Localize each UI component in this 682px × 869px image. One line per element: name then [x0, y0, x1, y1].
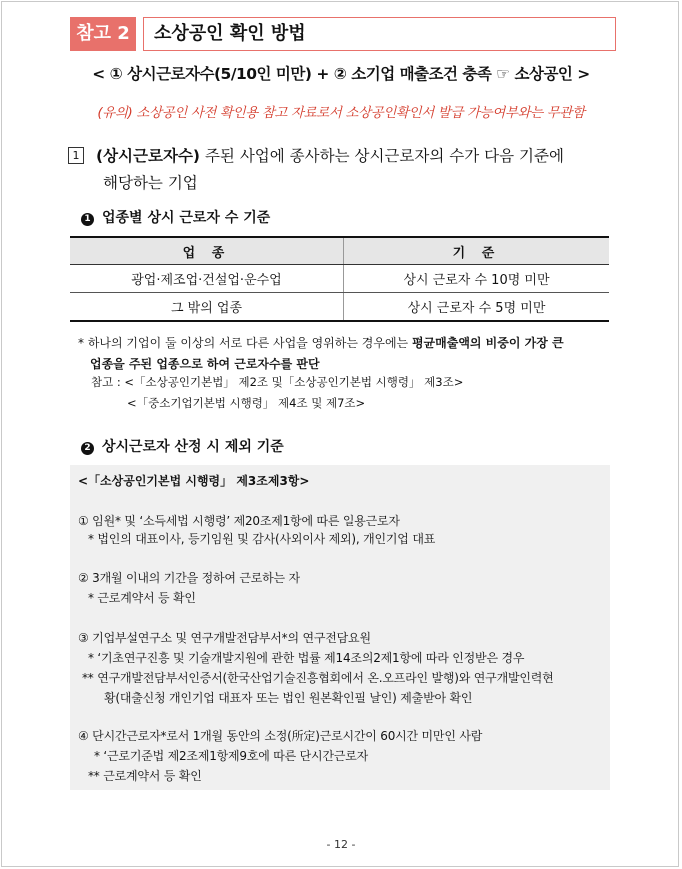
table-row	[70, 265, 609, 293]
section-number: 1	[68, 147, 84, 164]
exclusion-heading	[81, 436, 284, 456]
column-header: 기 준	[343, 237, 609, 265]
note	[78, 333, 618, 375]
box-line: ② 3개월 이내의 기간을 정하여 근로하는 자	[78, 571, 300, 585]
note-bold-1: 평균매출액의 비중이 가장 큰	[411, 336, 564, 350]
box-line: * 법인의 대표이사, 등기임원 및 감사(사외이사 제외), 개인기업 대표	[88, 532, 436, 546]
box-line: ** 연구개발전담부서인증서(한국산업기술진흥협회에서 온.오프라인 발행)와 연구개발인력현	[82, 671, 554, 685]
bullet-2: 2	[81, 442, 94, 455]
column-header: 업 종	[70, 237, 343, 265]
title-bar	[70, 17, 616, 51]
box-line: 황(대출신청 개인기업 대표자 또는 법인 원본확인필 날인) 제출받아 확인	[104, 691, 473, 705]
box-line: ④ 단시간근로자*로서 1개월 동안의 소정(所定)근로시간이 60시간 미만인 사람	[78, 729, 483, 743]
table-cell: 상시 근로자 수 10명 미만	[343, 265, 609, 293]
criteria-table	[70, 236, 609, 322]
title-badge: 참고 2	[70, 17, 136, 51]
note-prefix: * 하나의 기업이 둘 이상의 서로 다른 사업을 영위하는 경우에는	[78, 336, 412, 350]
table-cell: 광업·제조업·건설업·운수업	[70, 265, 343, 293]
subtitle: < ① 상시근로자수(5/10인 미만) + ② 소기업 매출조건 충족 ☞ 소상공인 >	[92, 65, 590, 83]
criteria-heading-text: 업종별 상시 근로자 수 기준	[102, 210, 271, 226]
box-line: * ‘기초연구진흥 및 기술개발지원에 관한 법률 제14조의2제1항에 따라 인정받은 경우	[88, 651, 525, 665]
section-1	[68, 143, 618, 197]
exclusion-box	[70, 465, 610, 790]
bullet-1: 1	[81, 213, 94, 226]
box-line: * 근로계약서 등 확인	[88, 591, 196, 605]
criteria-heading	[81, 207, 270, 227]
section-text-2: 해당하는 기업	[103, 174, 198, 192]
box-line: ③ 기업부설연구소 및 연구개발전담부서*의 연구전담요원	[78, 631, 371, 645]
reference-line-1: 참고 : <「소상공인기본법」 제2조 및「소상공인기본법 시행령」 제3조>	[91, 375, 464, 389]
notice: (유의) 소상공인 사전 확인용 참고 자료로서 소상공인확인서 발급 가능여부와는 무관함	[97, 105, 585, 121]
page-number: - 12 -	[326, 838, 356, 851]
box-line: ① 임원* 및 ‘소득세법 시행령’ 제20조제1항에 따른 일용근로자	[78, 514, 400, 528]
table-row	[70, 293, 609, 322]
note-bold-2: 업종을 주된 업종으로 하여 근로자수를 판단	[90, 357, 320, 371]
box-line: ** 근로계약서 등 확인	[88, 769, 202, 783]
reference-line-2: <「중소기업기본법 시행령」 제4조 및 제7조>	[127, 396, 366, 410]
table-cell: 그 밖의 업종	[70, 293, 343, 322]
table-cell: 상시 근로자 수 5명 미만	[343, 293, 609, 322]
section-label: (상시근로자수)	[96, 147, 201, 165]
box-line: * ‘근로기준법 제2조제1항제9호에 따른 단시간근로자	[94, 749, 369, 763]
reference	[91, 372, 463, 414]
exclusion-heading-text: 상시근로자 산정 시 제외 기준	[102, 439, 284, 455]
section-text-1: 주된 사업에 종사하는 상시근로자의 수가 다음 기준에	[200, 147, 564, 165]
page-title: 소상공인 확인 방법	[143, 17, 616, 51]
table-header-row	[70, 237, 609, 265]
box-title: <「소상공인기본법 시행령」 제3조제3항>	[78, 474, 310, 488]
